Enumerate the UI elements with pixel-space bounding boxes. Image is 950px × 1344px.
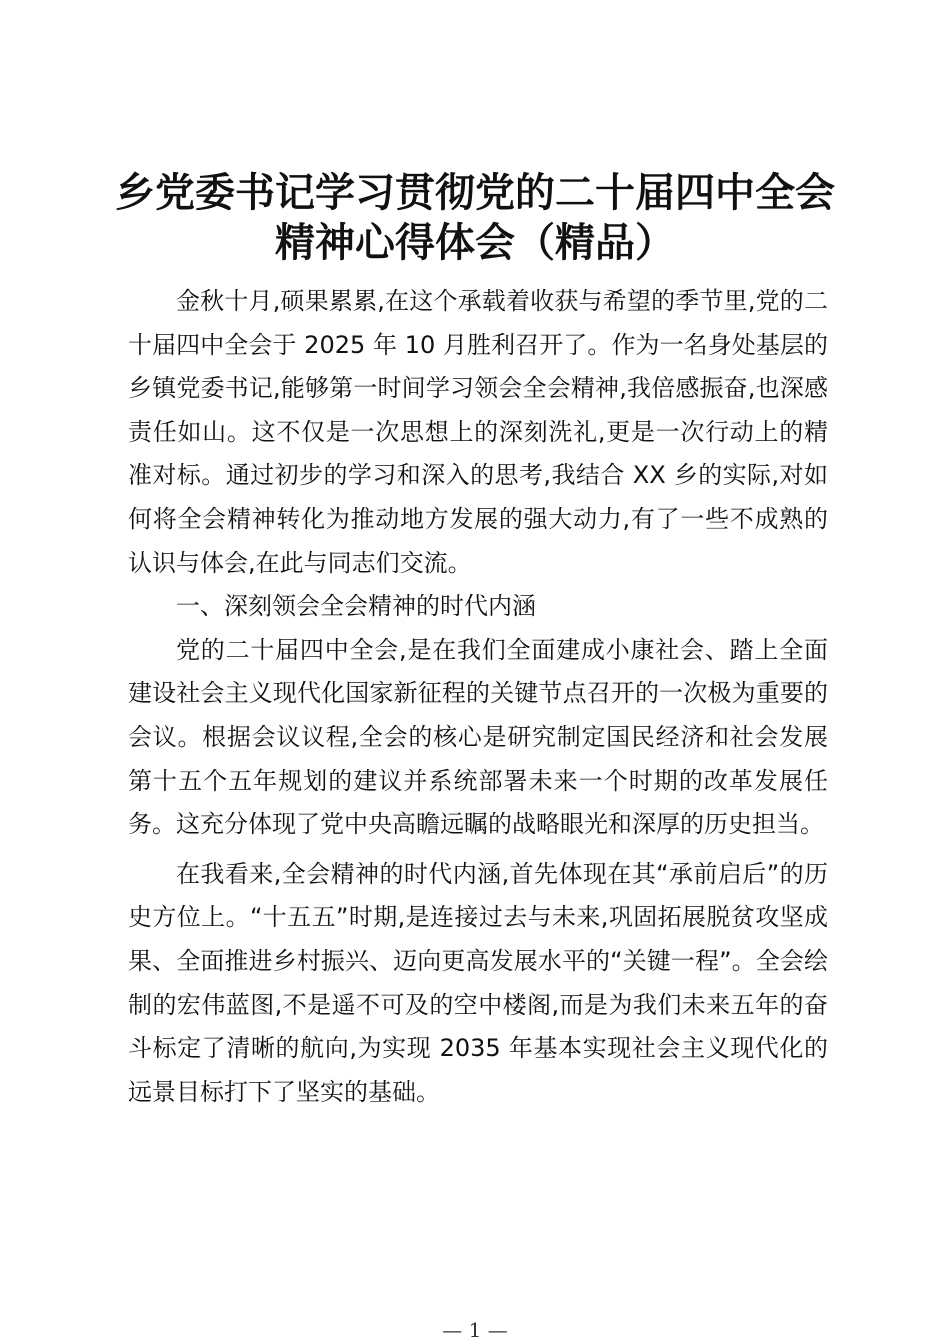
intro-paragraph: 金秋十月,硕果累累,在这个承载着收获与希望的季节里,党的二十届四中全会于 2025 年 10 月胜利召开了。作为一名身处基层的乡镇党委书记,能够第一时间学习领会全会精神,我倍感振奋,也深感责任如山。这不仅是一次思想上的深刻洗礼,更是一次行动上的精准对标。通过初步的学习和深入的思考,我结合 XX 乡的实际,对如何将全会精神转化为推动地方发展的强大动力,有了一些不成熟的认识与体会,在此与同志们交流。	[128, 287, 828, 577]
page-number: — 1 —	[442, 1318, 508, 1342]
section-heading: 一、深刻领会全会精神的时代内涵	[176, 592, 536, 621]
document-body	[128, 280, 828, 1114]
body-paragraph: 在我看来,全会精神的时代内涵,首先体现在其“承前启后”的历史方位上。“十五五”时期,是连接过去与未来,巩固拓展脱贫攻坚成果、全面推进乡村振兴、迈向更高发展水平的“关键一程”。全会绘制的宏伟蓝图,不是遥不可及的空中楼阁,而是为我们未来五年的奋斗标定了清晰的航向,为实现 2035 年基本实现社会主义现代化的远景目标打下了坚实的基础。	[128, 859, 828, 1106]
document-title: 乡党委书记学习贯彻党的二十届四中全会精神心得体会（精品）	[115, 170, 835, 266]
body-paragraph: 党的二十届四中全会,是在我们全面建成小康社会、踏上全面建设社会主义现代化国家新征程的关键节点召开的一次极为重要的会议。根据会议议程,全会的核心是研究制定国民经济和社会发展第十五个五年规划的建议并系统部署未来一个时期的改革发展任务。这充分体现了党中央高瞻远瞩的战略眼光和深厚的历史担当。	[128, 635, 828, 839]
